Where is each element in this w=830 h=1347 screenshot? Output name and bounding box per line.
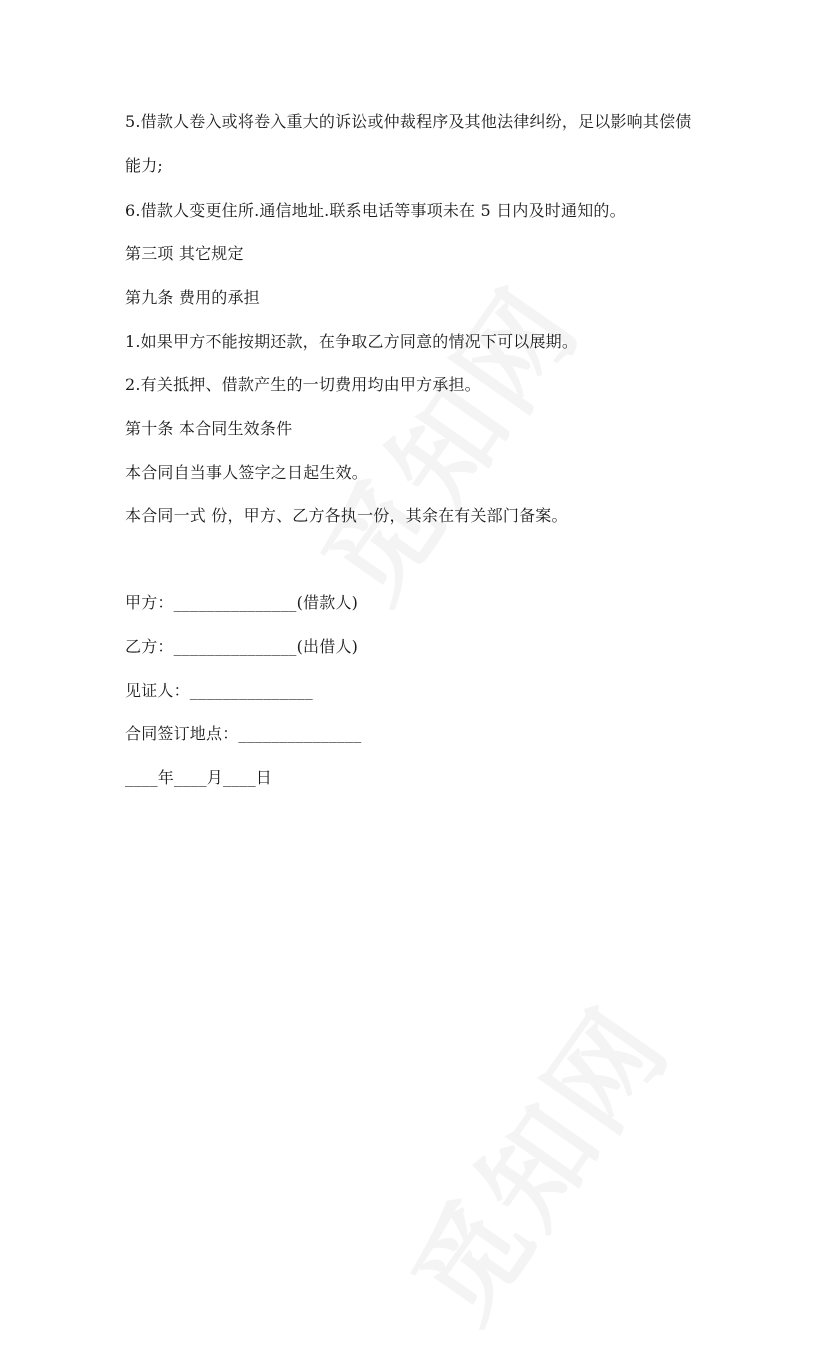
paragraph-copies: 本合同一式 份，甲方、乙方各执一份，其余在有关部门备案。 (125, 506, 568, 525)
paragraph-article-9-item-2: 2.有关抵押、借款产生的一切费用均由甲方承担。 (125, 375, 481, 394)
signature-witness: 见证人：_______________ (125, 681, 313, 700)
signature-location: 合同签订地点：_______________ (125, 724, 362, 743)
paragraph-article-9-item-1: 1.如果甲方不能按期还款，在争取乙方同意的情况下可以展期。 (125, 332, 579, 351)
paragraph-clause-6: 6.借款人变更住所.通信地址.联系电话等事项未在 5 日内及时通知的。 (125, 201, 626, 220)
signature-party-b: 乙方：_______________(出借人) (125, 637, 359, 656)
watermark (279, 251, 608, 627)
section-heading-other-provisions: 第三项 其它规定 (125, 244, 244, 263)
watermark (369, 971, 698, 1347)
signature-date: ____年____月____日 (125, 768, 273, 787)
paragraph-clause-5-cont: 能力; (125, 156, 163, 175)
article-heading-9: 第九条 费用的承担 (125, 288, 260, 307)
paragraph-clause-5: 5.借款人卷入或将卷入重大的诉讼或仲裁程序及其他法律纠纷，足以影响其偿债 (125, 112, 692, 131)
article-heading-10: 第十条 本合同生效条件 (125, 419, 293, 438)
paragraph-effective: 本合同自当事人签字之日起生效。 (125, 463, 369, 482)
signature-party-a: 甲方：_______________(借款人) (125, 593, 359, 612)
